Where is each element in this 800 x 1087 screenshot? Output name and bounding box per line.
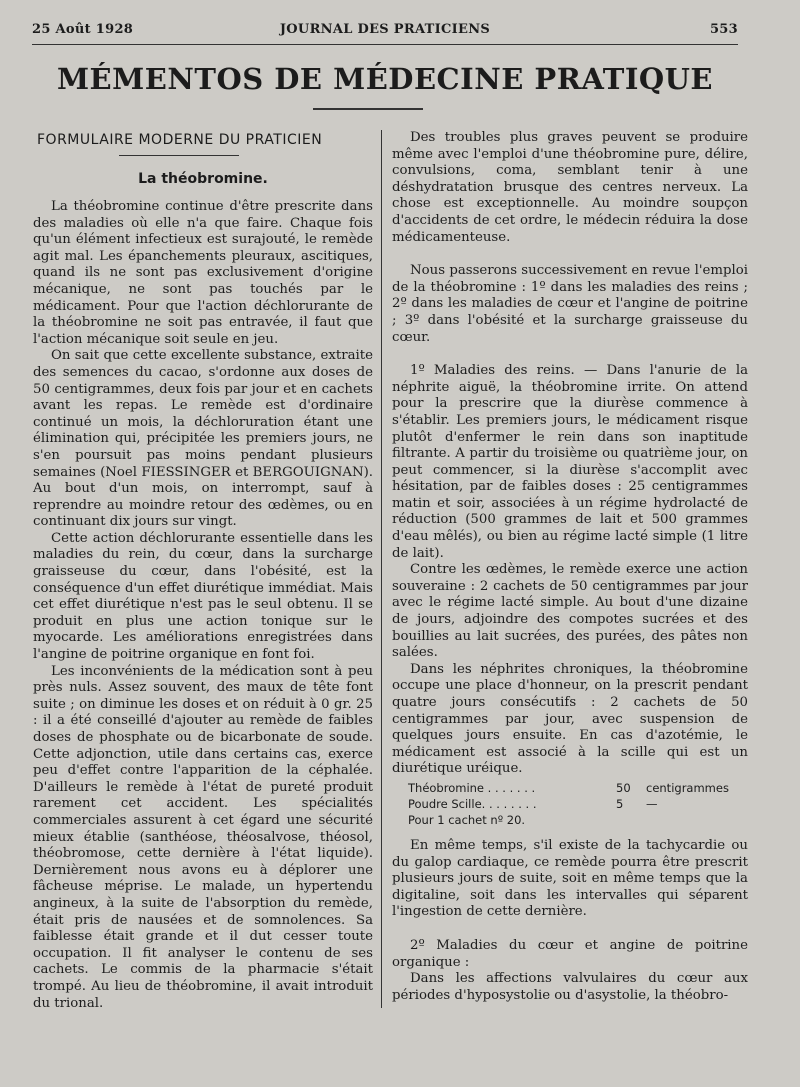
- prescription-formula: [408, 780, 748, 828]
- right-paragraph: En même temps, s'il existe de la tachycardie ou du galop cardiaque, ce remède pourra être prescrit plusieurs jours de suite, soit en même temps que la digitaline, soit dans les intervalles qui séparent l'ingestion de cette dernière.: [392, 837, 748, 920]
- right-paragraph: Des troubles plus graves peuvent se produire même avec l'emploi d'une théobromine pure, délire, convulsions, coma, semblant tenir à une déshydratation brusque des centres nerveux. La chose est exceptionnelle. Au moindre soupçon d'accidents de cet ordre, le médecin réduira la dose médicamenteuse.: [392, 130, 748, 245]
- issue-date: 25 Août 1928: [32, 22, 134, 37]
- right-paragraph: 1º Maladies des reins. — Dans l'anurie de la néphrite aiguë, la théobromine irrite. On attend pour la prescrire que la diurèse commence à s'établir. Les premiers jours, le médicament risque plutôt d'enfermer le rein dans son inaptitude filtrante. A partir du troisième ou quatrième jour, on peut commencer, si la diurèse s'accomplit avec hésitation, par de faibles doses : 25 centigrammes matin et soir, associées à un régime hydrolacté de réduction (500 grammes de lait et 500 grammes d'eau mêlés), ou bien au régime lacté simple (1 litre de lait).: [392, 363, 748, 561]
- title-rule: [313, 108, 423, 110]
- formula-drug: Poudre Scille. . . . . . . .: [408, 796, 537, 811]
- column-divider: [381, 130, 382, 1008]
- right-column: [392, 130, 748, 1004]
- journal-name: JOURNAL DES PRATICIENS: [279, 22, 491, 37]
- page-number: 553: [709, 22, 738, 37]
- right-paragraph: Contre les œdèmes, le remède exerce une action souveraine : 2 cachets de 50 centigrammes par jour avec le régime lacté simple. Au bout d'une dizaine de jours, adjoindre des compotes sucrées et des bouillies au lait sucrées, des purées, des pâtes non salées.: [392, 562, 748, 661]
- formula-unit: centigrammes: [646, 780, 729, 795]
- left-paragraph: Cette action déchlorurante essentielle dans les maladies du rein, du cœur, dans la surcharge graisseuse du cœur, dans l'obésité, est la conséquence d'un effet diurétique immédiat. Mais cet effet diurétique n'est pas le seul obtenu. Il se produit en plus une action tonique sur le myocarde. Les améliorations enregistrées dans l'angine de poitrine organique en font foi.: [33, 530, 373, 663]
- left-paragraph: Les inconvénients de la médication sont à peu près nuls. Assez souvent, des maux de tête font suite ; on diminue les doses et on réduit à 0 gr. 25 : il a été conseillé d'ajouter au remède de faibles doses de phosphate ou de bicarbonate de soude. Cette adjonction, utile dans certains cas, exerce peu d'effet contre l'apparition de la céphalée. D'ailleurs le remède à l'état de pureté produit rarement cet accident. Les spécialités commerciales assurent à cet égard une sécurité mieux établie (santhéose, théosalvose, théosol, théobromose, cette dernière à l'état liquide). Dernièrement nous avons eu à déplorer une fâcheuse méprise. Le malade, un hypertendu angineux, à la suite de l'absorption du remède, était pris de nausées et de somnolences. Sa faiblesse était grande et il dut cesser toute occupation. Il fit analyser le contenu de ses cachets. Le commis de la pharmacie s'était trompé. Au lieu de théobromine, il avait introduit du trional.: [33, 663, 373, 1011]
- section-rule: [119, 155, 239, 156]
- formula-note: Pour 1 cachet nº 20.: [408, 812, 526, 827]
- right-paragraph: Nous passerons successivement en revue l'emploi de la théobromine : 1º dans les maladies des reins ; 2º dans les maladies de cœur et l'angine de poitrine ; 3º dans l'obésité et la surcharge graisseuse du cœur.: [392, 263, 748, 345]
- running-header: [32, 22, 738, 42]
- formula-drug: Théobromine . . . . . . .: [408, 780, 536, 795]
- section-title: FORMULAIRE MODERNE DU PRATICIEN: [37, 132, 323, 148]
- right-paragraph: Dans les néphrites chroniques, la théobromine occupe une place d'honneur, on la prescrit pendant quatre jours consécutifs : 2 cachets de 50 centigrammes par jour, avec suspension de quelques jours ensuite. En cas d'azotémie, le médicament est associé à la scille qui est un diurétique uréique.: [392, 661, 748, 777]
- left-paragraph: On sait que cette excellente substance, extraite des semences du cacao, s'ordonne aux doses de 50 centigrammes, deux fois par jour et en cachets avant les repas. Le remède est d'ordinaire continué un mois, la déchloruration étant une élimination qui, précipitée les premiers jours, ne s'en poursuit pas moins pendant plusieurs semaines (Noel FIESSINGER et BERGOUIGNAN). Au bout d'un mois, on interrompt, sauf à reprendre au moindre retour des œdèmes, ou en continuant dix jours sur vingt.: [33, 348, 373, 530]
- subsection-title: La théobromine.: [138, 171, 268, 187]
- formula-unit: —: [646, 796, 658, 811]
- header-rule: [32, 44, 738, 45]
- main-title: MÉMENTOS DE MÉDECINE PRATIQUE: [56, 62, 714, 96]
- formula-row: [408, 780, 748, 796]
- left-column: [33, 130, 373, 1012]
- right-paragraph: 2º Maladies du cœur et angine de poitrine organique :: [392, 937, 748, 970]
- left-paragraph: La théobromine continue d'être prescrite dans des maladies où elle n'a que faire. Chaque fois qu'un élément infectieux est surajouté, le remède agit mal. Les épanchements pleuraux, ascitiques, quand ils ne sont pas exclusivement d'origine mécanique, ne sont pas touchés par le médicament. Pour que l'action déchlorurante de la théobromine ne soit pas entravée, il faut que l'action mécanique soit seule en jeu.: [33, 199, 373, 347]
- formula-quantity: 50: [616, 780, 631, 795]
- right-paragraph: Dans les affections valvulaires du cœur aux périodes d'hyposystolie ou d'asystolie, la théobro-: [392, 971, 748, 1003]
- formula-row: [408, 796, 748, 812]
- formula-quantity: 5: [616, 796, 624, 811]
